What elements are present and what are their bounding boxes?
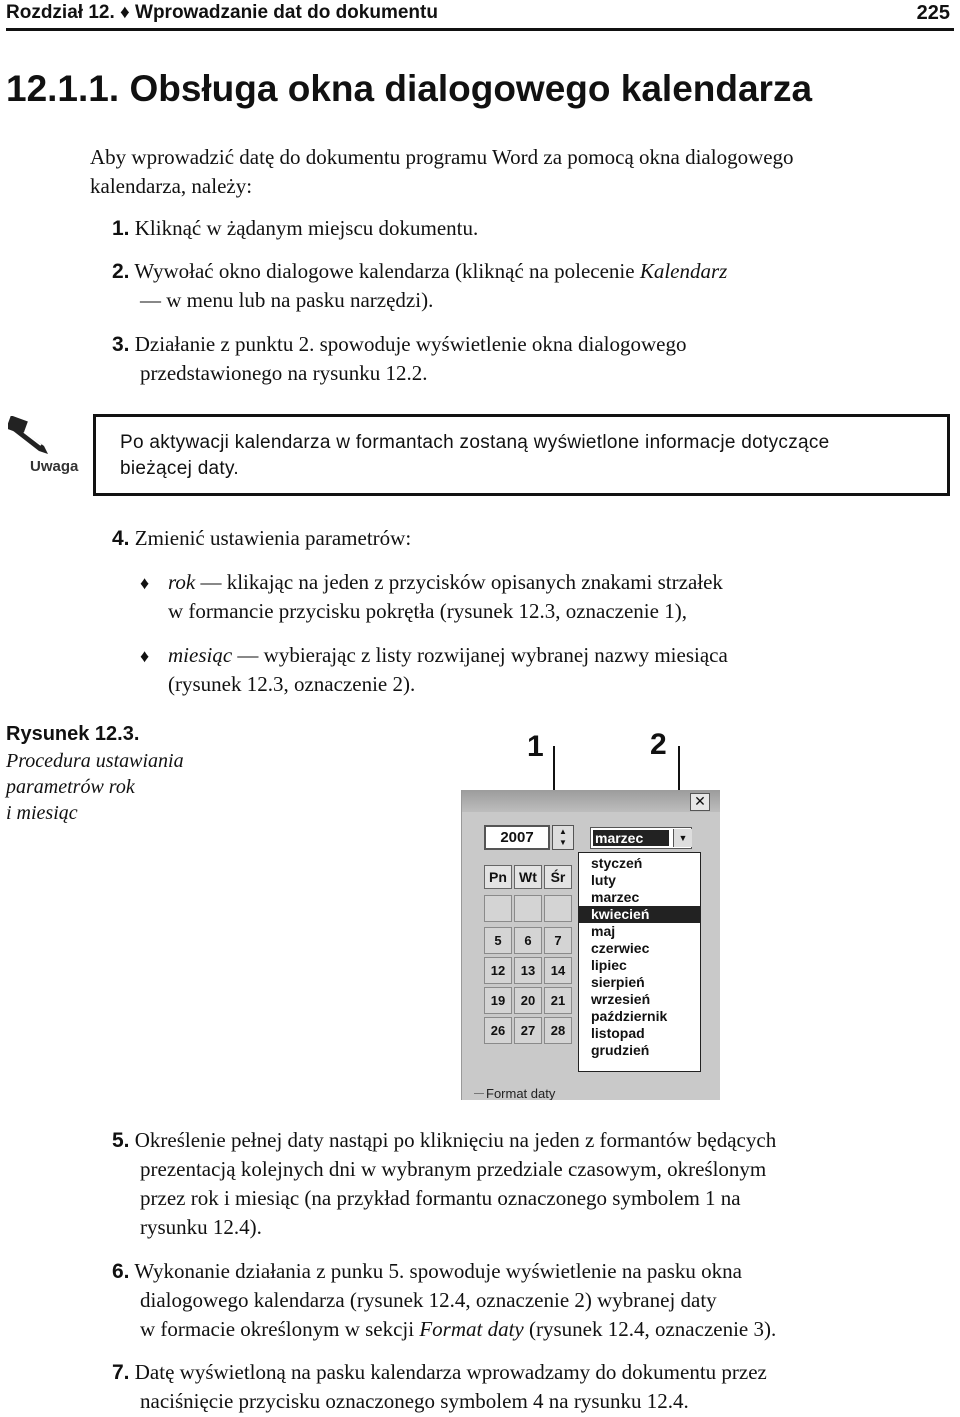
section-number: 12.1.1. xyxy=(6,68,120,109)
step-2 xyxy=(112,257,727,286)
caption-line: Procedura ustawiania xyxy=(6,750,184,772)
month-dropdown[interactable] xyxy=(590,827,692,849)
figure-caption-title: Rysunek 12.3. xyxy=(6,723,140,745)
bullet-line: (rysunek 12.3, oznaczenie 2). xyxy=(168,672,416,696)
dialog-title-bar xyxy=(462,790,720,812)
step-text: Wykonanie działania z punku 5. spowoduje wyświetlenie na pasku okna xyxy=(134,1259,742,1283)
step-text: Wywołać okno dialogowe kalendarza (kliknąć na polecenie xyxy=(134,259,640,283)
month-option[interactable]: grudzień xyxy=(591,1042,650,1058)
chapter-title: Wprowadzanie dat do dokumentu xyxy=(135,2,438,23)
month-option[interactable]: luty xyxy=(591,872,616,888)
close-icon[interactable]: ✕ xyxy=(690,793,710,811)
callout-1: 1 xyxy=(527,730,544,763)
step-text-italic: Kalendarz xyxy=(639,259,728,283)
figure-caption xyxy=(6,748,184,826)
day-button[interactable] xyxy=(544,895,572,922)
section-title xyxy=(6,68,812,110)
month-option[interactable]: lipiec xyxy=(591,957,627,973)
month-option[interactable]: maj xyxy=(591,923,616,939)
day-button[interactable]: 19 xyxy=(484,987,512,1014)
step-7 xyxy=(112,1358,767,1387)
page-number: 225 xyxy=(916,2,950,24)
step-text: Działanie z punktu 2. spowoduje wyświetlenie okna dialogowego xyxy=(134,332,687,356)
note-line: bieżącej daty. xyxy=(120,458,239,479)
month-option[interactable]: sierpień xyxy=(591,974,645,990)
step-number: 5. xyxy=(112,1129,130,1152)
step-text: Określenie pełnej daty nastąpi po kliknięciu na jeden z formantów będących xyxy=(134,1128,777,1152)
day-button[interactable] xyxy=(514,895,542,922)
day-button[interactable]: 12 xyxy=(484,957,512,984)
month-option[interactable]: styczeń xyxy=(591,855,643,871)
day-button[interactable]: 13 xyxy=(514,957,542,984)
diamond-bullet-icon: ♦ xyxy=(140,646,150,666)
day-button[interactable]: 26 xyxy=(484,1017,512,1044)
step-2-cont: — w menu lub na pasku narzędzi). xyxy=(140,288,434,312)
month-dropdown-list xyxy=(578,852,701,1072)
month-option[interactable]: wrzesień xyxy=(591,991,651,1007)
day-button[interactable]: 6 xyxy=(514,927,542,954)
bullet-line: — wybierając z listy rozwijanej wybranej nazwy miesiąca xyxy=(232,643,728,667)
bullet-line: — klikając na jeden z przycisków opisanych znakami strzałek xyxy=(195,570,723,594)
note-text xyxy=(120,430,940,482)
day-header: Pn xyxy=(484,865,512,889)
spin-down-icon[interactable]: ▼ xyxy=(559,838,567,847)
month-option[interactable]: czerwiec xyxy=(591,940,650,956)
step-number: 4. xyxy=(112,527,130,550)
step-number: 3. xyxy=(112,333,130,356)
step-number: 7. xyxy=(112,1361,130,1384)
day-button[interactable]: 20 xyxy=(514,987,542,1014)
bullet-text xyxy=(168,641,728,699)
step-3-cont: przedstawionego na rysunku 12.2. xyxy=(140,361,428,385)
chapter-label xyxy=(6,2,438,24)
note-label: Uwaga xyxy=(30,458,79,475)
day-button[interactable]: 7 xyxy=(544,927,572,954)
callout-2: 2 xyxy=(650,728,667,761)
step-5 xyxy=(112,1126,776,1155)
chevron-down-icon[interactable]: ▼ xyxy=(673,829,692,847)
running-header xyxy=(6,0,954,31)
step-number: 1. xyxy=(112,217,130,240)
day-button[interactable]: 28 xyxy=(544,1017,572,1044)
step-text: prezentacją kolejnych dni w wybranym przedziale czasowym, określonym xyxy=(140,1157,767,1181)
step-text: przez rok i miesiąc (na przykład formantu oznaczonego symbolem 1 na xyxy=(140,1186,741,1210)
groupbox-border xyxy=(474,1093,484,1094)
caption-line: i miesiąc xyxy=(6,802,78,824)
bullet-line: w formancie przycisku pokrętła (rysunek 12.3, oznaczenie 1), xyxy=(168,599,687,623)
year-spin-buttons[interactable] xyxy=(552,825,574,850)
bullet-item xyxy=(140,641,149,671)
month-option[interactable]: listopad xyxy=(591,1025,645,1041)
chapter-number: Rozdział 12. xyxy=(6,2,115,23)
step-6-cont xyxy=(140,1286,776,1344)
step-text: Zmienić ustawienia parametrów: xyxy=(134,526,412,550)
step-3 xyxy=(112,330,686,359)
year-spin-field[interactable]: 2007 xyxy=(484,825,550,850)
step-text: dialogowego kalendarza (rysunek 12.4, oznaczenie 2) wybranej daty xyxy=(140,1288,717,1312)
day-button[interactable]: 21 xyxy=(544,987,572,1014)
step-text-italic: Format daty xyxy=(419,1317,524,1341)
format-group-label: Format daty xyxy=(486,1086,556,1100)
month-option[interactable]: marzec xyxy=(591,889,640,905)
day-button[interactable]: 14 xyxy=(544,957,572,984)
step-text: (rysunek 12.4, oznaczenie 3). xyxy=(523,1317,777,1341)
note-line: Po aktywacji kalendarza w formantach zostaną wyświetlone informacje dotyczące xyxy=(120,432,830,453)
intro-line: Aby wprowadzić datę do dokumentu programu Word za pomocą okna dialogowego xyxy=(90,145,794,169)
intro-line: kalendarza, należy: xyxy=(90,174,253,198)
calendar-dialog-screenshot xyxy=(461,790,720,1100)
bullet-item xyxy=(140,568,149,598)
bullet-term: miesiąc xyxy=(168,643,233,667)
step-4 xyxy=(112,524,411,553)
bullet-term: rok xyxy=(168,570,196,594)
month-selected-value: marzec xyxy=(593,830,669,846)
day-header: Wt xyxy=(514,865,542,889)
diamond-bullet-icon: ♦ xyxy=(140,573,150,593)
month-option-highlighted[interactable]: kwiecień xyxy=(579,906,700,923)
step-number: 6. xyxy=(112,1260,130,1283)
step-text: w formacie określonym w sekcji xyxy=(140,1317,420,1341)
section-title-text: Obsługa okna dialogowego kalendarza xyxy=(129,68,813,109)
step-5-cont xyxy=(140,1155,766,1242)
day-header: Śr xyxy=(544,865,572,889)
step-7-cont: naciśnięcie przycisku oznaczonego symbolem 4 na rysunku 12.4. xyxy=(140,1389,689,1413)
month-option[interactable]: październik xyxy=(591,1008,668,1024)
step-number: 2. xyxy=(112,260,130,283)
day-button[interactable]: 5 xyxy=(484,927,512,954)
day-button[interactable] xyxy=(484,895,512,922)
pencil-icon xyxy=(8,416,58,458)
diamond-bullet-icon: ♦ xyxy=(120,2,130,23)
bullet-text xyxy=(168,568,723,626)
step-text: Datę wyświetloną na pasku kalendarza wprowadzamy do dokumentu przez xyxy=(134,1360,767,1384)
step-text: Kliknąć w żądanym miejscu dokumentu. xyxy=(134,216,479,240)
step-1 xyxy=(112,214,478,243)
caption-line: parametrów rok xyxy=(6,776,135,798)
note-icon xyxy=(8,416,80,480)
intro-paragraph xyxy=(90,143,794,201)
spin-up-icon[interactable]: ▲ xyxy=(559,827,567,836)
step-6 xyxy=(112,1257,742,1286)
step-text: rysunku 12.4). xyxy=(140,1215,262,1239)
day-button[interactable]: 27 xyxy=(514,1017,542,1044)
